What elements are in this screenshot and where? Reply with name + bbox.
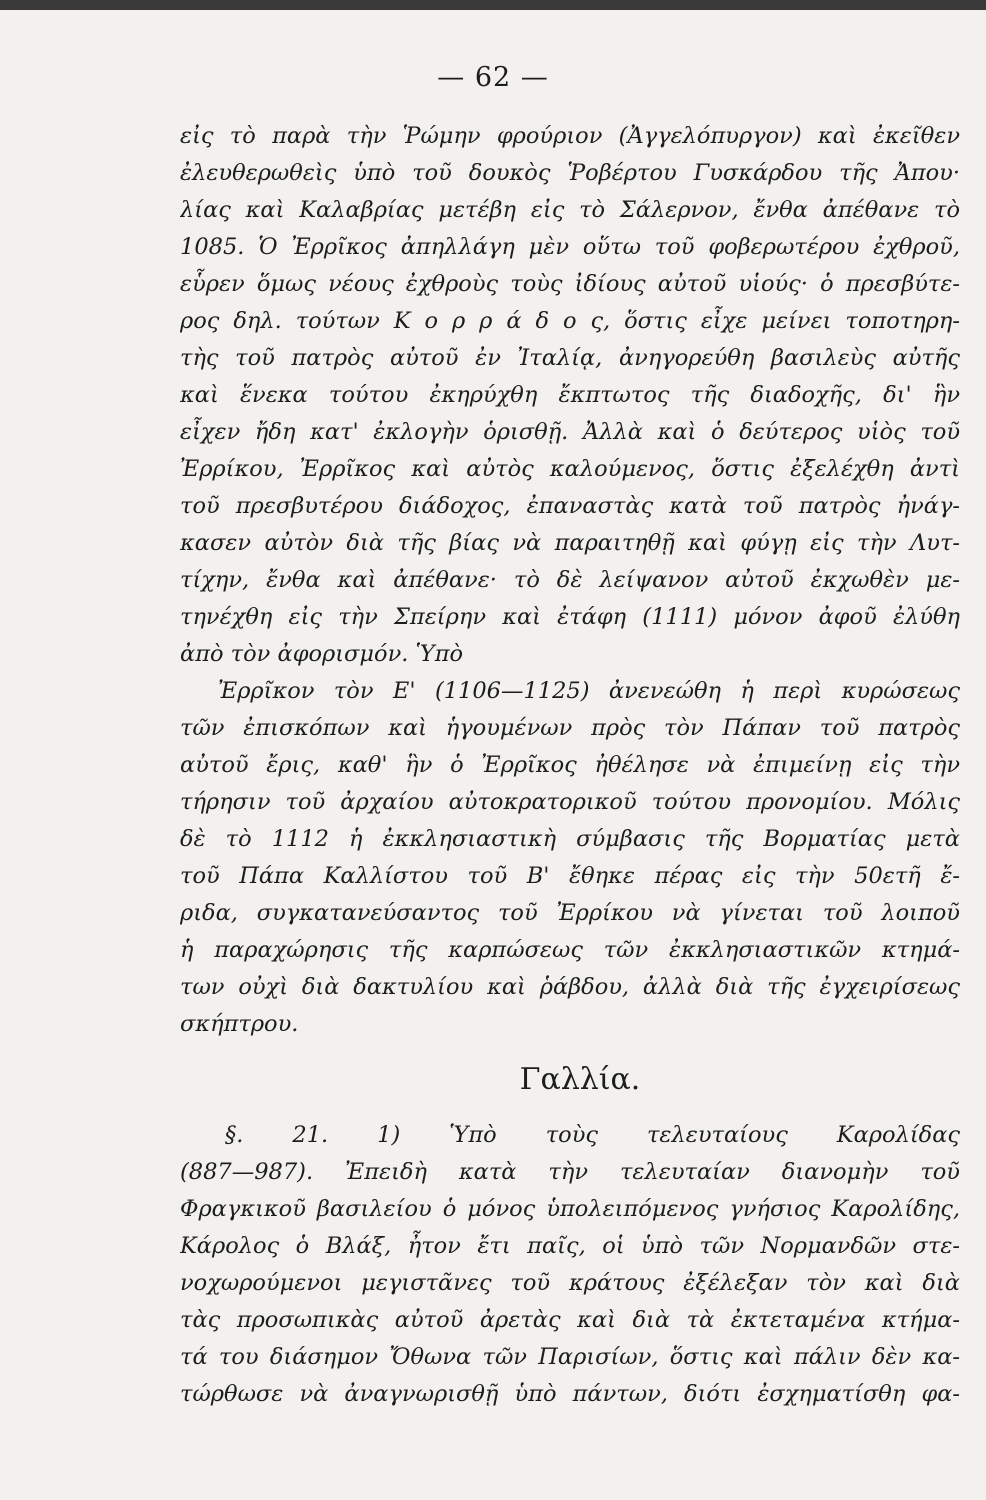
text-line: τοῦ πρεσβυτέρου διάδοχος, ἐπαναστὰς κατὰ τοῦ πατρὸς ἠνάγ-	[180, 493, 960, 519]
text-line: 1085. Ὁ Ἐρρῖκος ἀπηλλάγη μὲν οὕτω τοῦ φοβερωτέρου ἐχθροῦ,	[180, 234, 960, 260]
text-line: κασεν αὐτὸν διὰ τῆς βίας νὰ παραιτηθῇ καὶ φύγῃ εἰς τὴν Λυτ-	[180, 530, 960, 556]
text-line: τηνέχθη εἰς τὴν Σπείρην καὶ ἐτάφη (1111) μόνον ἀφοῦ ἐλύθη	[180, 604, 960, 630]
text-line: σκήπτρου.	[180, 1011, 299, 1037]
text-line: §. 21. 1) Ὑπὸ τοὺς τελευταίους Καρολίδας	[225, 1122, 960, 1148]
text-line: τοῦ Πάπα Καλλίστου τοῦ Β' ἔθηκε πέρας εἰς τὴν 50ετῆ ἔ-	[180, 863, 960, 889]
text-line: ρος δηλ. τούτων Κ ο ρ ρ ά δ ο ς, ὅστις εἶχε μείνει τοποτηρη-	[180, 308, 960, 334]
text-line: Κάρολος ὁ Βλάξ, ἦτον ἔτι παῖς, οἱ ὑπὸ τῶν Νορμανδῶν στε-	[180, 1233, 960, 1259]
text-line: λίας καὶ Καλαβρίας μετέβη εἰς τὸ Σάλερνον, ἔνθα ἀπέθανε τὸ	[180, 197, 960, 223]
text-line: τῶν ἐπισκόπων καὶ ἡγουμένων πρὸς τὸν Πάπαν τοῦ πατρὸς	[180, 715, 960, 741]
paragraph-1	[180, 118, 960, 673]
text-line: Ἐρρῖκον τὸν Ε' (1106—1125) ἀνενεώθη ἡ περὶ κυρώσεως	[218, 678, 960, 704]
text-line: καὶ ἕνεκα τούτου ἐκηρύχθη ἔκπτωτος τῆς διαδοχῆς, δι' ἣν	[180, 382, 960, 408]
text-line: τὰς προσωπικὰς αὐτοῦ ἀρετὰς καὶ διὰ τὰ ἐκτεταμένα κτήμα-	[180, 1307, 960, 1333]
text-line: εὗρεν ὅμως νέους ἐχθροὺς τοὺς ἰδίους αὐτοῦ υἱούς· ὁ πρεσβύτε-	[180, 271, 960, 297]
text-line: τίχην, ἔνθα καὶ ἀπέθανε· τὸ δὲ λείψανον αὐτοῦ ἐκχωθὲν με-	[180, 567, 960, 593]
text-line: ριδα, συγκατανεύσαντος τοῦ Ἐρρίκου νὰ γίνεται τοῦ λοιποῦ	[180, 900, 960, 926]
text-line: Ἐρρίκου, Ἐρρῖκος καὶ αὐτὸς καλούμενος, ὅστις ἐξελέχθη ἀντὶ	[180, 456, 960, 482]
text-line: Φραγκικοῦ βασιλείου ὁ μόνος ὑπολειπόμενος γνήσιος Καρολίδης,	[180, 1196, 960, 1222]
page-body	[180, 118, 960, 1413]
page-number: — 62 —	[437, 62, 549, 93]
scan-top-edge	[0, 0, 986, 10]
text-line: ἡ παραχώρησις τῆς καρπώσεως τῶν ἐκκλησιαστικῶν κτημά-	[180, 937, 960, 963]
text-line: εἶχεν ἤδη κατ' ἐκλογὴν ὁρισθῇ. Ἀλλὰ καὶ ὁ δεύτερος υἱὸς τοῦ	[180, 419, 960, 445]
paragraph-3	[180, 1117, 960, 1413]
text-line: (887—987). Ἐπειδὴ κατὰ τὴν τελευταίαν διανομὴν τοῦ	[180, 1159, 960, 1185]
text-line: αὐτοῦ ἔρις, καθ' ἣν ὁ Ἐρρῖκος ἠθέλησε νὰ ἐπιμείνῃ εἰς τὴν	[180, 752, 960, 778]
text-line: τήρησιν τοῦ ἀρχαίου αὐτοκρατορικοῦ τούτου προνομίου. Μόλις	[180, 789, 960, 815]
section-heading: Γαλλία.	[519, 1062, 641, 1097]
text-line: δὲ τὸ 1112 ἡ ἐκκλησιαστικὴ σύμβασις τῆς Βορματίας μετὰ	[180, 826, 960, 852]
text-line: τά του διάσημον Ὄθωνα τῶν Παρισίων, ὅστις καὶ πάλιν δὲν κα-	[180, 1344, 960, 1370]
text-line: τώρθωσε νὰ ἀναγνωρισθῇ ὑπὸ πάντων, διότι ἐσχηματίσθη φα-	[180, 1381, 960, 1407]
text-line: ἐλευθερωθεὶς ὑπὸ τοῦ δουκὸς Ῥοβέρτου Γυσκάρδου τῆς Ἀπου·	[180, 160, 960, 186]
paragraph-2	[180, 673, 960, 1043]
text-line: των οὐχὶ διὰ δακτυλίου καὶ ῥάβδου, ἀλλὰ διὰ τῆς ἐγχειρίσεως	[180, 974, 960, 1000]
text-line: ἀπὸ τὸν ἀφορισμόν. Ὑπὸ	[180, 641, 464, 667]
text-line: νοχωρούμενοι μεγιστᾶνες τοῦ κράτους ἐξέλεξαν τὸν καὶ διὰ	[180, 1270, 960, 1296]
text-line: τὴς τοῦ πατρὸς αὐτοῦ ἐν Ἰταλίᾳ, ἀνηγορεύθη βασιλεὺς αὐτῆς	[180, 345, 960, 371]
text-line: εἰς τὸ παρὰ τὴν Ῥώμην φρούριον (Ἀγγελόπυργον) καὶ ἐκεῖθεν	[180, 123, 960, 149]
